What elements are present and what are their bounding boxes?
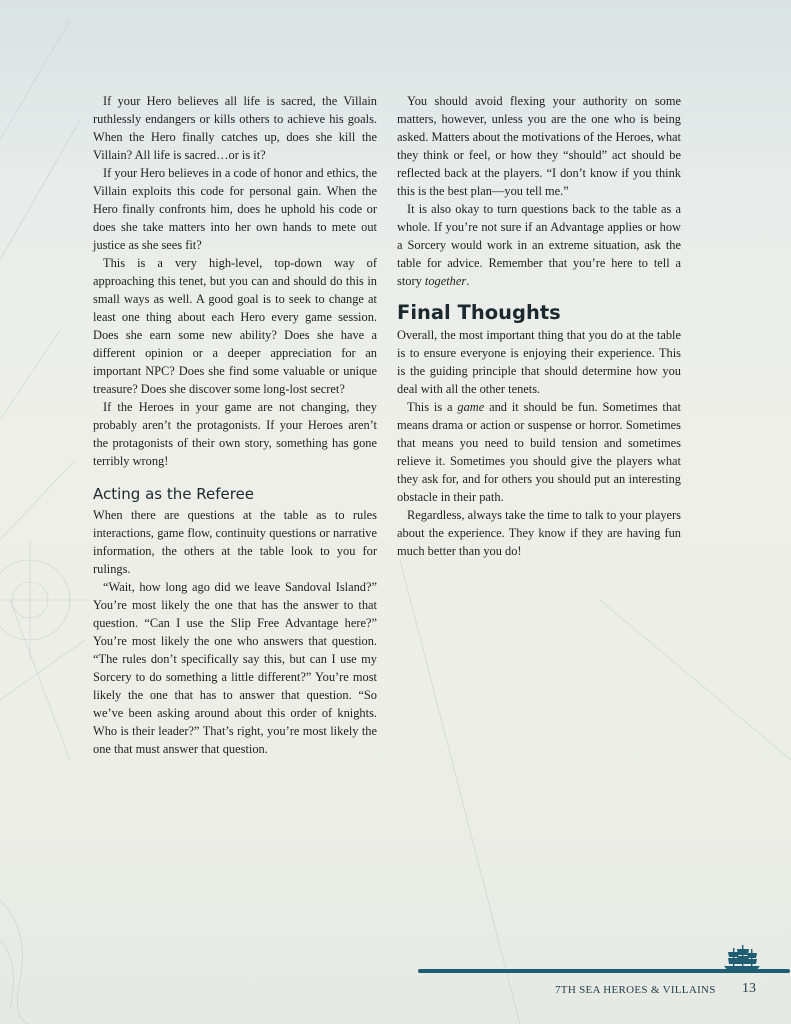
paragraph-text: It is also okay to turn questions back to the table as a whole. If you’re not sure if an Advantage applies or how a Sorcery would work in an extreme situation, ask the table for advice. Remember that you’re here to tell a story <box>397 202 681 288</box>
paragraph-text: . <box>466 274 470 288</box>
paragraph: Regardless, always take the time to talk to your players about the experience. They know if they are having fun much better than you do! <box>397 508 681 558</box>
page-number: 13 <box>742 981 756 996</box>
right-column <box>397 92 681 560</box>
paragraph <box>397 398 681 506</box>
paragraph: If the Heroes in your game are not changing, they probably aren’t the protagonists. If your Heroes aren’t the protagonists of their own story, something has gone terribly wrong! <box>93 400 377 468</box>
paragraph <box>397 200 681 290</box>
paragraph-text: and it should be fun. Sometimes that means drama or action or suspense or horror. Sometimes that means you need to build tension and sometimes relieve it. Sometimes you should give the players what they ask for, and for others you should put an interesting obstacle in their path. <box>397 400 681 504</box>
paragraph: Overall, the most important thing that you do at the table is to ensure everyone is enjoying their experience. This is the guiding principle that should determine how you deal with all the other tenets. <box>397 328 681 396</box>
section-heading: Final Thoughts <box>397 301 561 324</box>
paragraph: If your Hero believes all life is sacred, the Villain ruthlessly endangers or kills others to achieve his goals. When the Hero finally catches up, does she kill the Villain? All life is sacred…or is it? <box>93 94 377 162</box>
paragraph: This is a very high-level, top-down way of approaching this tenet, but you can and should do this in small ways as well. A good goal is to seek to change at least one thing about each Hero every game session. Does she earn some new ability? Does she have a different opinion or a deeper appreciation for an important NPC? Does she find some valuable or unique treasure? Does she discover some long-lost secret? <box>93 256 377 396</box>
section-subheading: Acting as the Referee <box>93 485 255 503</box>
paragraph: “Wait, how long ago did we leave Sandoval Island?” You’re most likely the one that has the answer to that question. “Can I use the Slip Free Advantage here?” You’re most likely the one who answers that question. “The rules don’t specifically say this, but can I use my Sorcery to do something a little different?” You’re most likely the one that has to answer that question. “So we’ve been asking around about this order of knights. Who is their leader?” That’s right, you’re most likely the one that must answer that question. <box>93 580 377 756</box>
emphasis-text: game <box>457 400 485 414</box>
emphasis-text: together <box>424 274 467 288</box>
paragraph: When there are questions at the table as to rules interactions, game flow, continuity questions or narrative information, the others at the table look to you for rulings. <box>93 508 377 576</box>
left-column <box>93 92 377 758</box>
footer-book-title: 7TH SEA HEROES & VILLAINS <box>555 984 716 996</box>
paragraph: If your Hero believes in a code of honor and ethics, the Villain exploits this code for personal gain. When the Hero finally confronts him, does he uphold his code or does she take matters into her own hands to mete out justice as she sees fit? <box>93 166 377 252</box>
paragraph: You should avoid flexing your authority on some matters, however, unless you are the one who is being asked. Matters about the motivations of the Heroes, what they think or feel, or how they “should” act should be reflected back at the players. “I don’t know if you think this is the best plan—you tell me.” <box>397 94 681 198</box>
paragraph-text: This is a <box>407 400 458 414</box>
ship-icon <box>722 944 762 974</box>
